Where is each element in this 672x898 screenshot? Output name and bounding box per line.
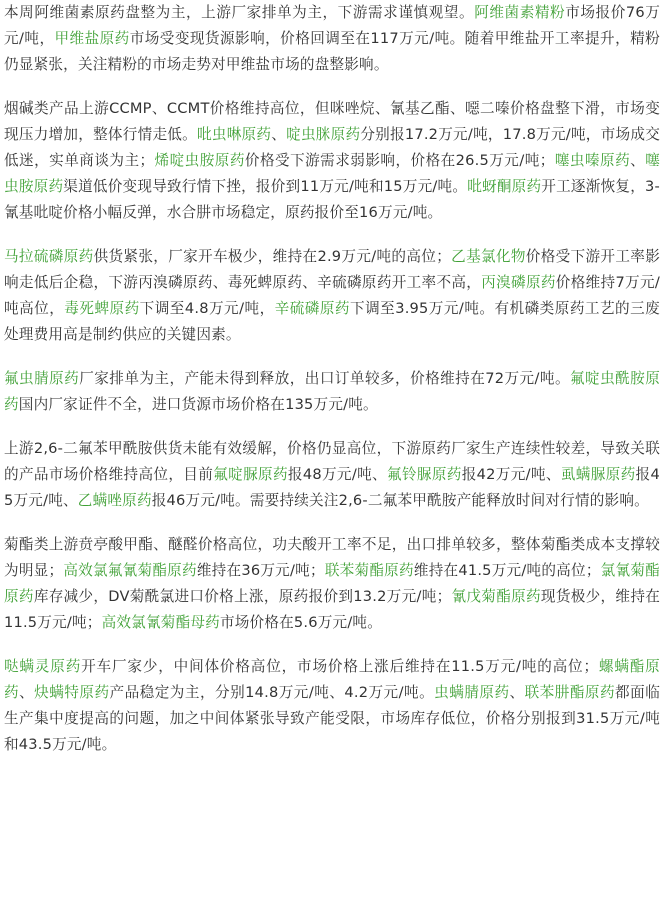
paragraph (4, 366, 660, 418)
paragraph-text: 市场受变现货源影响，价格回调至在117万元/吨。随着甲维盐开工率提升，精粉仍显紧张，关注精粉的市场走势对甲维盐市场的盘整影响。 (4, 30, 660, 73)
product-name-highlight: 高效氯氰菊酯母药 (101, 614, 220, 631)
paragraph-text: 价格维持7万元/吨高位， (4, 274, 660, 317)
paragraph-text: 市场报价76万元/吨， (4, 4, 661, 47)
paragraph-text: 维持在36万元/吨； (196, 562, 325, 579)
product-name-highlight: 螺螨酯原药 (4, 658, 660, 701)
product-name-highlight: 烯啶虫胺原药 (154, 152, 245, 169)
product-name-highlight: 丙溴磷原药 (481, 274, 556, 291)
paragraph (4, 96, 660, 226)
paragraph-text: 报48万元/吨、 (287, 466, 387, 483)
paragraph-text: 、 (271, 126, 287, 143)
product-name-highlight: 乙基氯化物 (451, 248, 526, 265)
paragraph-text: 供货紧张，厂家开车极少，维持在2.9万元/吨的高位； (93, 248, 452, 265)
paragraph-text: 、 (509, 684, 525, 701)
paragraph-text: 报45万元/吨、 (4, 466, 660, 509)
paragraph-text: 菊酯类上游贲亭酸甲酯、醚醛价格高位，功夫酸开工率不足，出口排单较多，整体菊酯类成本支撑较为明显； (4, 536, 660, 579)
paragraph-text: 市场价格在5.6万元/吨。 (219, 614, 383, 631)
product-name-highlight: 虫螨腈原药 (434, 684, 510, 701)
product-name-highlight: 氟啶虫酰胺原药 (4, 370, 660, 413)
product-name-highlight: 炔螨特原药 (34, 684, 110, 701)
paragraph-text: 维持在41.5万元/吨的高位； (413, 562, 601, 579)
paragraph-text: 都面临生产集中度提高的问题，加之中间体紧张导致产能受限，市场库存低位，价格分别报到31.5万元/吨和43.5万元/吨。 (4, 684, 660, 753)
product-name-highlight: 氯氰菊酯原药 (4, 562, 660, 605)
paragraph (4, 244, 660, 348)
product-name-highlight: 毒死蜱原药 (64, 300, 140, 317)
product-name-highlight: 甲维盐原药 (54, 30, 130, 47)
product-name-highlight: 吡虫啉原药 (197, 126, 272, 143)
paragraph-text: 下调至3.95万元/吨。有机磷类原药工艺的三废处理费用高是制约供应的关键因素。 (4, 300, 660, 343)
paragraph (4, 654, 660, 758)
product-name-highlight: 哒螨灵原药 (4, 658, 82, 675)
paragraph-text: 本周阿维菌素原药盘整为主，上游厂家排单为主，下游需求谨慎观望。 (4, 4, 475, 21)
paragraph-text: 、 (19, 684, 35, 701)
paragraph-text: 渠道低价变现导致行情下挫，报价到11万元/吨和15万元/吨。 (63, 178, 468, 195)
paragraph-text: 开工逐渐恢复，3-氰基吡啶价格小幅反弹，水合肼市场稳定，原药报价至16万元/吨。 (4, 178, 660, 221)
product-name-highlight: 氟虫腈原药 (4, 370, 80, 387)
paragraph-text: 报42万元/吨、 (461, 466, 561, 483)
product-name-highlight: 噻虫胺原药 (4, 152, 660, 195)
product-name-highlight: 虱螨脲原药 (560, 466, 636, 483)
paragraph-text: 价格受下游需求弱影响，价格在26.5万元/吨； (244, 152, 555, 169)
paragraph-text: 厂家排单为主，产能未得到释放，出口订单较多，价格维持在72万元/吨。 (79, 370, 570, 387)
paragraph-text: 分别报17.2万元/吨，17.8万元/吨，市场成交低迷，实单商谈为主； (4, 126, 660, 169)
paragraph-text: 国内厂家证件不全，进口货源市场价格在135万元/吨。 (18, 396, 378, 413)
paragraph-text: 现货极少，维持在11.5万元/吨； (4, 588, 661, 631)
paragraph-text: 下调至4.8万元/吨， (139, 300, 275, 317)
product-name-highlight: 乙螨唑原药 (77, 492, 152, 509)
product-name-highlight: 辛硫磷原药 (274, 300, 350, 317)
product-name-highlight: 吡蚜酮原药 (467, 178, 542, 195)
product-name-highlight: 马拉硫磷原药 (4, 248, 94, 265)
paragraph (4, 0, 660, 78)
paragraph-text: 、 (630, 152, 646, 169)
product-name-highlight: 氰戊菊酯原药 (451, 588, 541, 605)
product-name-highlight: 氟铃脲原药 (387, 466, 462, 483)
product-name-highlight: 联苯肼酯原药 (524, 684, 616, 701)
paragraph-text: 报46万元/吨。需要持续关注2,6-二氟苯甲酰胺产能释放时间对行情的影响。 (151, 492, 649, 509)
product-name-highlight: 氟啶脲原药 (213, 466, 288, 483)
paragraph (4, 532, 660, 636)
product-name-highlight: 啶虫脒原药 (286, 126, 361, 143)
product-name-highlight: 阿维菌素精粉 (474, 4, 566, 21)
paragraph-text: 库存减少，DV菊酰氯进口价格上涨，原药报价到13.2万元/吨； (33, 588, 452, 605)
paragraph-text: 价格受下游开工率影响走低后企稳，下游丙溴磷原药、毒死蜱原药、辛硫磷原药开工率不高， (4, 248, 660, 291)
paragraph-text: 烟碱类产品上游CCMP、CCMT价格维持高位，但咪唑烷、氰基乙酯、噁二嗪价格盘整下滑，市场变现压力增加，整体行情走低。 (4, 100, 660, 143)
product-name-highlight: 高效氯氟氰菊酯原药 (63, 562, 197, 579)
paragraph-text: 上游2,6-二氟苯甲酰胺供货未能有效缓解，价格仍显高位，下游原药厂家生产连续性较差，导致关联的产品市场价格维持高位，目前 (4, 440, 660, 483)
paragraph-text: 开车厂家少，中间体价格高位，市场价格上涨后维持在11.5万元/吨的高位； (81, 658, 599, 675)
product-name-highlight: 联苯菊酯原药 (324, 562, 414, 579)
paragraph (4, 436, 660, 514)
paragraph-text: 产品稳定为主，分别14.8万元/吨、4.2万元/吨。 (109, 684, 435, 701)
product-name-highlight: 噻虫嗪原药 (554, 152, 631, 169)
